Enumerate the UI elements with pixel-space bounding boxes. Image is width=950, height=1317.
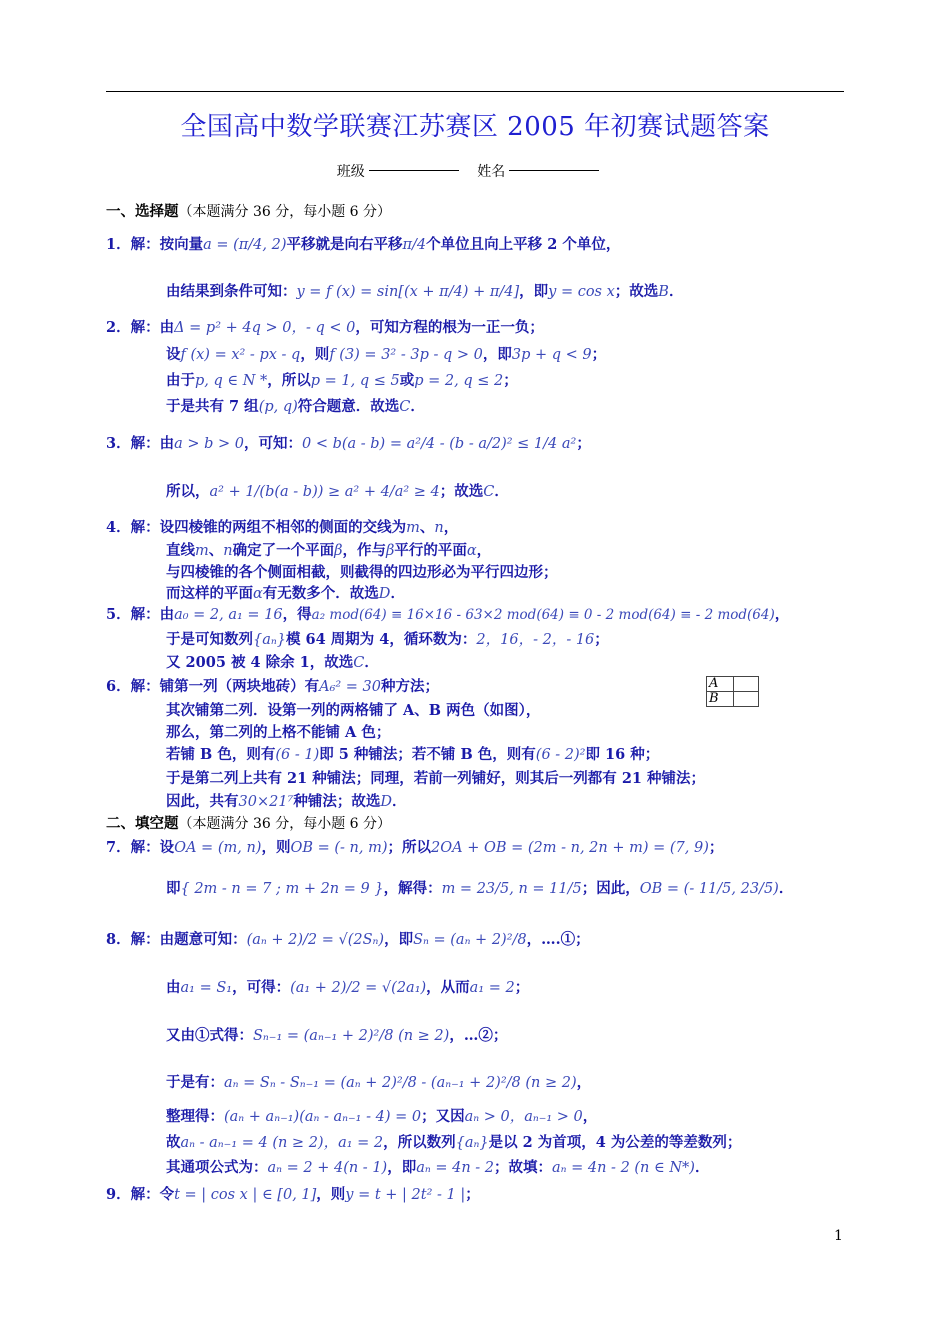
answer-line-q1b: 由结果到条件可知：y = f (x) = sin[(x + π/4) + π/4]，即y = cos x；故选B．	[166, 283, 684, 300]
answer-line-q2d: 于是共有 7 组(p, q)符合题意．故选C．	[166, 398, 425, 415]
section-heading-choice: 一、选择题（本题满分 36 分，每小题 6 分）	[106, 203, 392, 220]
answer-line-q2c: 由于p, q ∈ N *，所以p = 1, q ≤ 5或p = 2, q ≤ 2；	[166, 372, 518, 389]
name-blank	[509, 170, 599, 171]
answer-line-q7b: 即{ 2m - n = 7 ; m + 2n = 9 }，解得：m = 23/5, n = 11/5；因此，OB = (- 11/5, 23/5)．	[166, 880, 794, 897]
section-heading-fill: 二、填空题（本题满分 36 分，每小题 6 分）	[106, 815, 392, 832]
answer-line-q4d: 而这样的平面α有无数多个．故选D．	[166, 585, 405, 602]
page-title: 全国高中数学联赛江苏赛区 2005 年初赛试题答案	[180, 112, 770, 142]
answer-line-q5c: 又 2005 被 4 除余 1，故选C．	[166, 654, 379, 671]
answer-line-q8f: 故aₙ - aₙ₋₁ = 4 (n ≥ 2)，a₁ = 2，所以数列{aₙ}是以 2 为首项，4 为公差的等差数列；	[166, 1134, 742, 1151]
answer-line-q4b: 直线m、n确定了一个平面β，作与β平行的平面α，	[166, 542, 492, 559]
answer-line-q8d: 于是有：aₙ = Sₙ - Sₙ₋₁ = (aₙ + 2)²/8 - (aₙ₋₁ + 2)²/8 (n ≥ 2)，	[166, 1074, 592, 1091]
page-number: 1	[834, 1228, 843, 1244]
answer-line-q4c: 与四棱锥的各个侧面相截，则截得的四边形必为平行四边形；	[166, 564, 558, 581]
answer-line-q8b: 由a₁ = S₁，可得：(a₁ + 2)/2 = √(2a₁)，从而a₁ = 2；	[166, 979, 530, 996]
answer-line-q8g: 其通项公式为：aₙ = 2 + 4(n - 1)，即aₙ = 4n - 2；故填：aₙ = 4n - 2 (n ∈ N*)．	[166, 1159, 710, 1176]
grid-cell	[734, 692, 759, 707]
header-rule	[106, 91, 844, 92]
answer-line-q6f: 因此，共有30×21⁷种铺法；故选D．	[166, 793, 407, 810]
answer-line-q6c: 那么，第二列的上格不能铺 A 色；	[166, 724, 391, 741]
answer-line-q5a: 5．解：由a₀ = 2, a₁ = 16，得a₂ mod(64) ≡ 16×16 - 63×2 mod(64) ≡ 0 - 2 mod(64) ≡ - 2 mod(64)，	[106, 606, 790, 623]
answer-line-q8c: 又由①式得：Sₙ₋₁ = (aₙ₋₁ + 2)²/8 (n ≥ 2)，…②；	[166, 1027, 508, 1044]
color-grid-figure	[706, 676, 759, 707]
answer-line-q5b: 于是可知数列{aₙ}模 64 周期为 4，循环数为：2，16，- 2，- 16；	[166, 631, 609, 648]
answer-line-q8e: 整理得：(aₙ + aₙ₋₁)(aₙ - aₙ₋₁ - 4) = 0；又因aₙ > 0，aₙ₋₁ > 0，	[166, 1108, 598, 1125]
answer-line-q8a: 8．解：由题意可知：(aₙ + 2)/2 = √(2Sₙ)，即Sₙ = (aₙ + 2)²/8，….①；	[106, 931, 590, 948]
grid-cell: B	[707, 692, 734, 707]
answer-line-q1a: 1．解：按向量a = (π/4, 2)平移就是向右平移π/4个单位且向上平移 2 个单位，	[106, 236, 621, 253]
grid-cell: A	[707, 677, 734, 692]
answer-line-q2a: 2．解：由Δ = p² + 4q > 0，- q < 0，可知方程的根为一正一负；	[106, 319, 544, 336]
answer-line-q3a: 3．解：由a > b > 0，可知：0 < b(a - b) = a²/4 - (b - a/2)² ≤ 1/4 a²；	[106, 435, 591, 452]
answer-line-q6b: 其次铺第二列．设第一列的两格铺了 A、B 两色（如图），	[166, 702, 541, 719]
answer-line-q2b: 设f (x) = x² - px - q，则f (3) = 3² - 3p - q > 0，即3p + q < 9；	[166, 346, 607, 363]
grid-cell	[734, 677, 759, 692]
answer-line-q6e: 于是第二列上共有 21 种铺法；同理，若前一列铺好，则其后一列都有 21 种铺法；	[166, 770, 706, 787]
answer-line-q9a: 9．解：令t = | cos x | ∈ [0, 1]，则y = t + | 2t² - 1 |；	[106, 1186, 480, 1203]
answer-line-q3b: 所以，a² + 1/(b(a - b)) ≥ a² + 4/a² ≥ 4；故选C．	[166, 483, 509, 500]
answer-line-q7a: 7．解：设OA = (m, n)，则OB = (- n, m)；所以2OA + OB = (2m - n, 2n + m) = (7, 9)；	[106, 839, 724, 856]
name-label: 姓名	[477, 164, 506, 180]
answer-line-q6a: 6．解：铺第一列（两块地砖）有A₆² = 30种方法；	[106, 678, 440, 695]
class-label: 班级	[336, 164, 365, 180]
answer-line-q6d: 若铺 B 色，则有(6 - 1)即 5 种铺法；若不铺 B 色，则有(6 - 2)²即 16 种；	[166, 746, 660, 763]
class-blank	[369, 170, 459, 171]
student-info	[106, 161, 844, 181]
answer-line-q4a: 4．解：设四棱锥的两组不相邻的侧面的交线为m、n，	[106, 519, 459, 536]
